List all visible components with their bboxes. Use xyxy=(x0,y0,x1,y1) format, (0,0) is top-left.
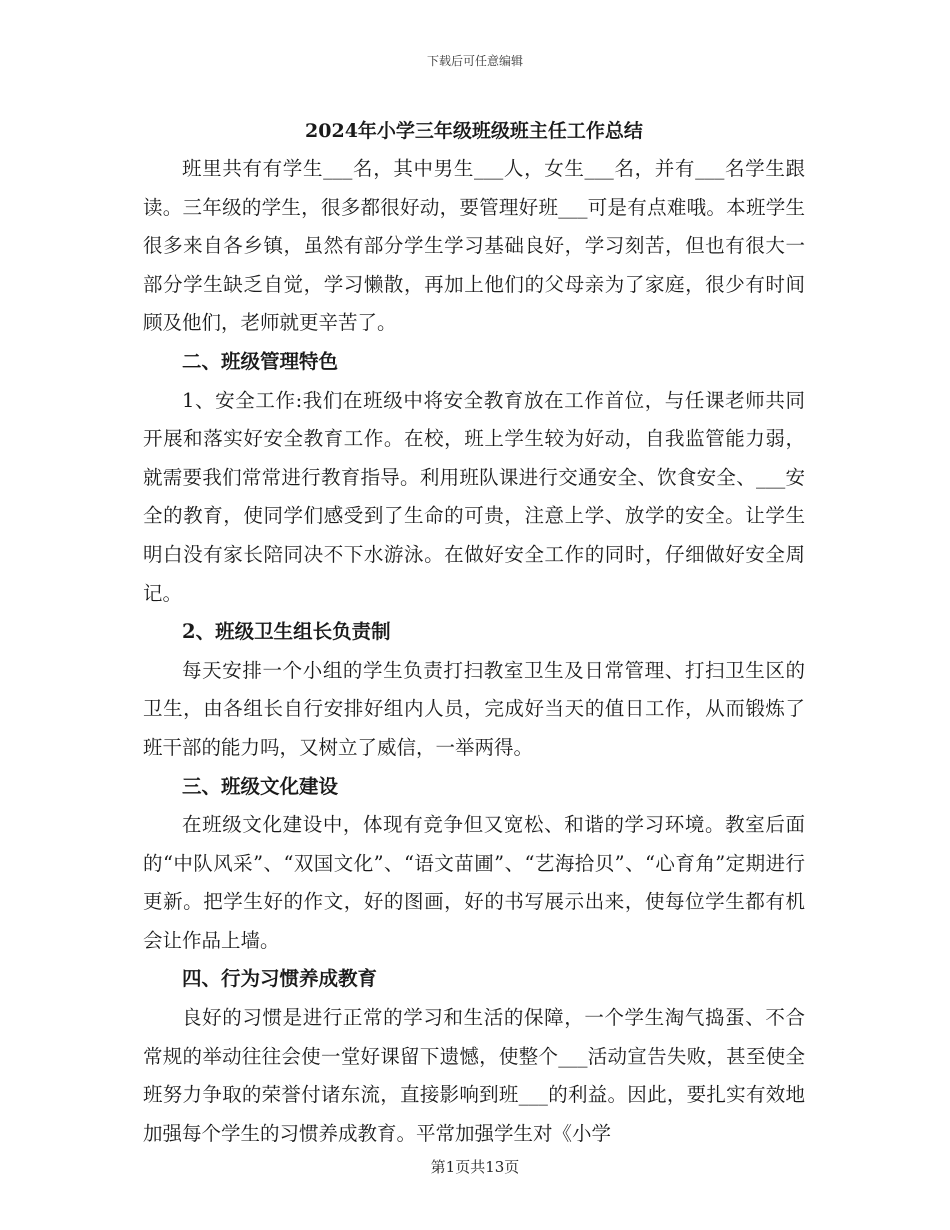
paragraph-safety-work: 1、安全工作:我们在班级中将安全教育放在工作首位，与任课老师共同开展和落实好安全教育工作。在校，班上学生较为好动，自我监管能力弱，就需要我们常常进行教育指导。利用班队课进行交通安全、饮食安全、___安全的教育，使同学们感受到了生命的可贵，注意上学、放学的安全。让学生明白没有家长陪同决不下水游泳。在做好安全工作的同时，仔细做好安全周记。 xyxy=(143,388,805,605)
paragraph-intro: 班里共有有学生___名，其中男生___人，女生___名，并有___名学生跟读。三年级的学生，很多都很好动，要管理好班___可是有点难哦。本班学生很多来自各乡镇，虽然有部分学生学习基础良好，学习刻苦，但也有很大一部分学生缺乏自觉，学习懒散，再加上他们的父母亲为了家庭，很少有时间顾及他们，老师就更辛苦了。 xyxy=(143,157,805,335)
paragraph-hygiene: 每天安排一个小组的学生负责打扫教室卫生及日常管理、打扫卫生区的卫生，由各组长自行安排好组内人员，完成好当天的值日工作，从而锻炼了班干部的能力吗，又树立了威信，一举两得。 xyxy=(143,658,805,759)
section-heading-habits: 四、行为习惯养成教育 xyxy=(182,967,378,991)
page-header-note: 下载后可任意编辑 xyxy=(426,54,523,68)
section-heading-class-management: 二、班级管理特色 xyxy=(182,349,339,373)
section-heading-class-culture: 三、班级文化建设 xyxy=(182,774,339,798)
section-heading-hygiene: 2、班级卫生组长负责制 xyxy=(182,620,391,644)
paragraph-habits: 良好的习惯是进行正常的学习和生活的保障，一个学生淘气捣蛋、不合常规的举动往往会使一堂好课留下遗憾，使整个___活动宣告失败，甚至使全班努力争取的荣誉付诸东流，直接影响到班___的利益。因此，要扎实有效地加强每个学生的习惯养成教育。平常加强学生对《小学 xyxy=(143,1006,805,1145)
document-body xyxy=(143,112,805,1153)
page-number: 第1页共13页 xyxy=(430,1158,520,1176)
paragraph-class-culture: 在班级文化建设中，体现有竞争但又宽松、和谐的学习环境。教室后面的“中队风采”、“双国文化”、“语文苗圃”、“艺海拾贝”、“心育角”定期进行更新。把学生好的作文，好的图画，好的书写展示出来，使每位学生都有机会让作品上墙。 xyxy=(143,813,805,952)
document-title: 2024年小学三年级班级班主任工作总结 xyxy=(305,120,643,142)
